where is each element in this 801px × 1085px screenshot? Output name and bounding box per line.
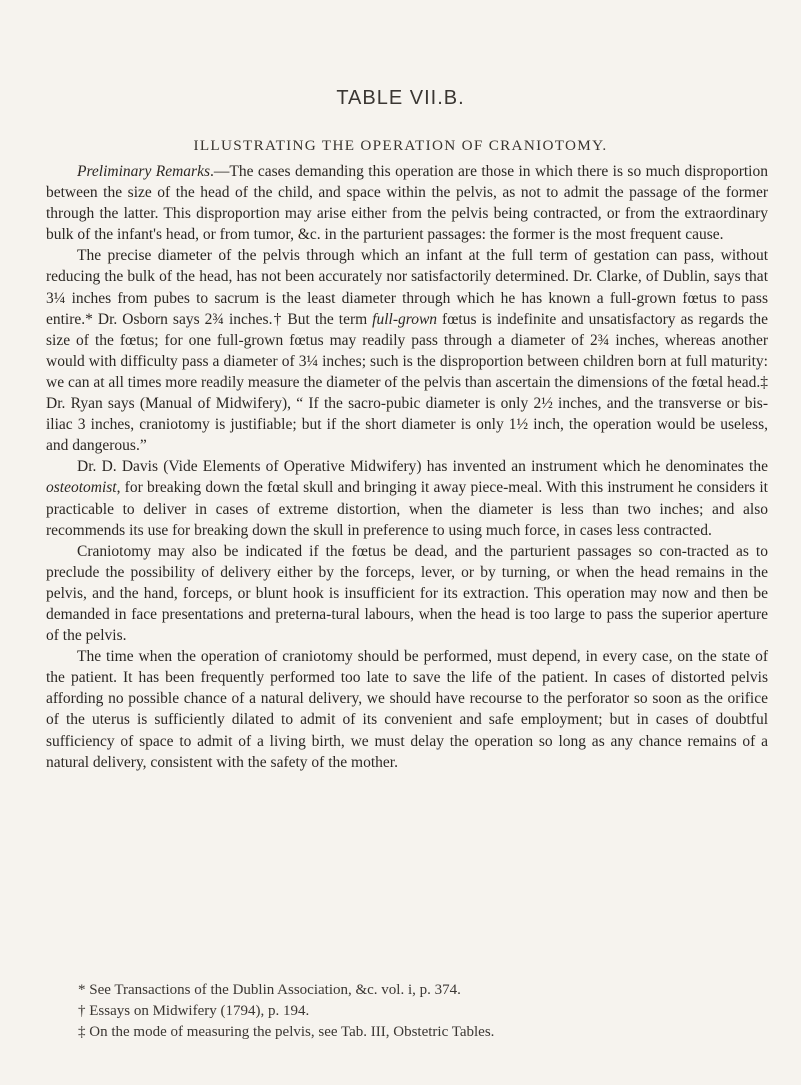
footnote: ‡ On the mode of measuring the pelvis, see Tab. III, Obstetric Tables.: [78, 1024, 495, 1040]
page-title: TABLE VII.B.: [336, 87, 465, 109]
preliminary-remarks-label: Preliminary Remarks: [77, 163, 210, 180]
footnotes: [46, 980, 768, 1043]
paragraph-diameter: [46, 245, 768, 456]
paragraph-text: The precise diameter of the pelvis through which an infant at the full term of gestation can pass, without reducing the bulk of the head, has not been accurately nor satisfactorily determined. Dr. Clarke, of Dublin, says that 3¼ inches from pubes to sacrum is the least diameter through which he has known a full-grown fœtus to pass entire.* Dr. Osborn says 2¾ inches.† But the term: [46, 247, 768, 328]
emphasis-text: full-grown: [372, 310, 438, 328]
paragraph-preliminary-remarks: [46, 161, 768, 245]
body-text: [46, 161, 768, 773]
paragraph-text: fœtus is indefinite and unsatisfactory as regards the size of the fœtus; for one full-grown fœtus may readily pass through a diameter of 2¾ inches, whereas another would with difficulty pass a diameter of 3¼ inches; such is the disproportion between children born at full maturity: we can at all times more readily measure the diameter of the pelvis than ascertain the dimensions of the fœtal head.‡ Dr. Ryan says (Manual of Midwifery), “ If the sacro-pubic diameter is only 2½ inches, and the transverse or bis-iliac 3 inches, craniotomy is justifiable; but if the short diameter is only 1½ inch, the operation would be useless, and dangerous.”: [46, 310, 769, 455]
footnote: † Essays on Midwifery (1794), p. 194.: [78, 1003, 310, 1019]
paragraph-indications: Craniotomy may also be indicated if the fœtus be dead, and the parturient passages so con-tracted as to preclude the possibility of delivery either by the forceps, lever, or by turning, or when the head remains in the pelvis, and the hand, forceps, or blunt hook is insufficient for its extraction. This operation may now and then be demanded in face presentations and preterna-tural labours, when the head is too large to pass the superior aperture of the pelvis.: [46, 542, 768, 645]
footnote: * See Transactions of the Dublin Association, &c. vol. i, p. 374.: [78, 982, 461, 998]
paragraph-text: .—The cases demanding this operation are those in which there is so much disproportion between the size of the head of the child, and space within the pelvis, as not to admit the passage of the former through the latter. This disproportion may arise either from the pelvis being contracted, or from the extraordinary bulk of the infant's head, or from tumor, &c. in the parturient passages: the former is the most frequent cause.: [46, 163, 768, 244]
page-subtitle: ILLUSTRATING THE OPERATION OF CRANIOTOMY.: [193, 137, 608, 154]
paragraph-osteotomist: [46, 456, 768, 540]
paragraph-text: , for breaking down the fœtal skull and bringing it away piece-meal. With this instrument he considers it practicable to deliver in cases of extreme distortion, when the diameter is less than two inches; and also recommends its use for breaking down the skull in preference to using much force, in cases less contracted.: [46, 479, 768, 539]
paragraph-timing: The time when the operation of craniotomy should be performed, must depend, in every case, on the state of the patient. It has been frequently performed too late to save the life of the patient. In cases of distorted pelvis affording no possible chance of a natural delivery, we should have recourse to the perforator so soon as the orifice of the uterus is sufficiently dilated to admit of its convenient and safe employment; but in cases of doubtful sufficiency of space to admit of a living birth, we must delay the operation so long as any chance remains of a natural delivery, consistent with the safety of the mother.: [46, 648, 768, 771]
emphasis-text: osteotomist: [46, 479, 117, 497]
paragraph-text: Dr. D. Davis (Vide Elements of Operative Midwifery) has invented an instrument which he denominates the: [77, 458, 768, 476]
